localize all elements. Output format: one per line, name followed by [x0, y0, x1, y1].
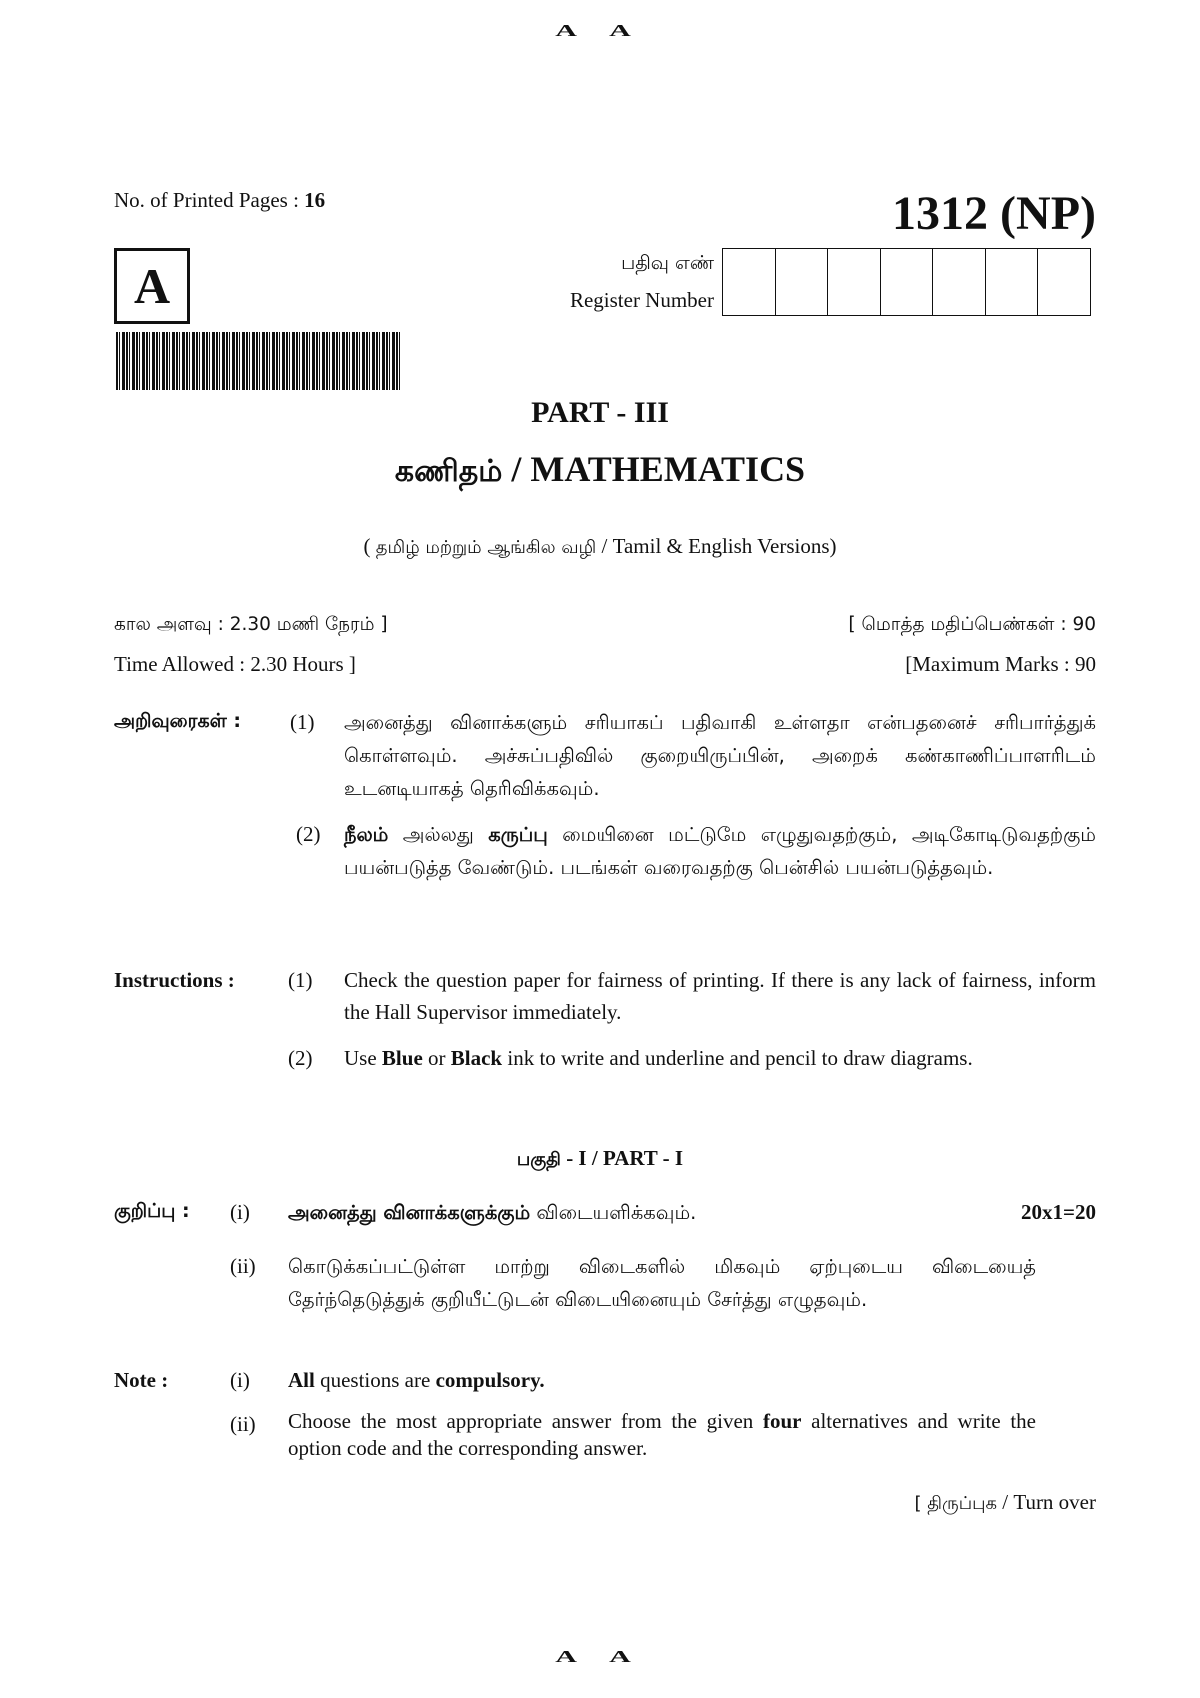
- instruction-english-text: [344, 1042, 1104, 1074]
- barcode: [116, 332, 402, 390]
- subject-title: [0, 448, 1200, 493]
- note-questions-are: questions are: [314, 1368, 436, 1392]
- printed-pages-value: 16: [304, 188, 326, 212]
- max-marks-tamil: [ மொத்த மதிப்பெண்கள் : 90: [848, 614, 1096, 635]
- register-label-tamil: பதிவு எண்: [621, 252, 714, 274]
- note-four: four: [762, 1409, 802, 1433]
- note-choose: Choose the most appropriate answer from the given: [288, 1409, 763, 1433]
- part-title: PART - III: [531, 396, 669, 429]
- part-one-english: - I / PART - I: [560, 1146, 684, 1170]
- instruction-tamil-rest: மையினை மட்டுமே எழுதுவதற்கும், அடிகோடிடுவதற்கும் பயன்படுத்த வேண்டும். படங்கள் வரைவதற்கு பென்சில் பயன்படுத்தவும்.: [344, 823, 1096, 879]
- ink-black-tamil: கருப்பு: [488, 823, 548, 846]
- subject-tamil: கணிதம்: [394, 454, 503, 489]
- subject-separator: /: [502, 449, 531, 489]
- turn-over: [915, 1490, 1096, 1516]
- note-tamil-number: (i): [230, 1200, 250, 1224]
- note-compulsory: compulsory.: [435, 1368, 545, 1392]
- instructions-tamil-label: அறிவுரைகள் :: [114, 710, 241, 732]
- time-allowed-english: Time Allowed : 2.30 Hours ]: [114, 652, 356, 676]
- note-english-text: [288, 1364, 1048, 1396]
- register-number-boxes[interactable]: [722, 248, 1091, 316]
- ink-or-tamil: அல்லது: [388, 823, 489, 846]
- ink-blue-english: Blue: [381, 1046, 423, 1070]
- turn-over-tamil: [ திருப்புக: [914, 1493, 998, 1514]
- register-label-english: Register Number: [569, 288, 714, 312]
- printed-pages: [114, 188, 325, 213]
- top-marker: A A: [555, 21, 645, 40]
- instruction-english-text: Check the question paper for fairness of printing. If there is any lack of fairness, inform the Hall Supervisor immediately.: [344, 968, 1096, 1024]
- instruction-english-number: (2): [288, 1046, 313, 1070]
- versions-tamil: தமிழ் மற்றும் ஆங்கில வழி: [375, 537, 597, 558]
- time-allowed-tamil: கால அளவு : 2.30 மணி நேரம் ]: [114, 614, 388, 635]
- series-box: A: [114, 248, 190, 324]
- register-digit-box[interactable]: [986, 249, 1039, 315]
- register-digit-box[interactable]: [1038, 249, 1090, 315]
- part-one-heading: [0, 1146, 1200, 1172]
- versions-line: [0, 534, 1200, 560]
- instruction-english-number: (1): [288, 968, 313, 992]
- note-english-number: (i): [230, 1368, 250, 1392]
- ink-use-english: Use: [344, 1046, 382, 1070]
- note-english-text: [288, 1408, 1036, 1462]
- register-digit-box[interactable]: [933, 249, 986, 315]
- register-digit-box[interactable]: [881, 249, 934, 315]
- note-tamil-bold: அனைத்து வினாக்களுக்கும்: [288, 1201, 531, 1224]
- bottom-marker: A A: [555, 1647, 645, 1666]
- note-english-number: (ii): [230, 1412, 256, 1436]
- register-digit-box[interactable]: [828, 249, 881, 315]
- instruction-tamil-text: அனைத்து வினாக்களும் சரியாகப் பதிவாகி உள்ளதா என்பதனைச் சரிபார்த்துக் கொள்ளவும். அச்சுப்பதிவில் குறையிருப்பின், அறைக் கண்காணிப்பாளரிடம் உடனடியாகத் தெரிவிக்கவும்.: [344, 711, 1096, 800]
- marks-scheme: 20x1=20: [1021, 1200, 1096, 1224]
- note-tamil-text: கொடுக்கப்பட்டுள்ள மாற்று விடைகளில் மிகவும் ஏற்புடைய விடையைத் தேர்ந்தெடுத்துக் குறியீட்டுடன் விடையினையும் சேர்த்து எழுதவும்.: [288, 1255, 1036, 1311]
- instruction-english-rest: ink to write and underline and pencil to draw diagrams.: [502, 1046, 973, 1070]
- instruction-tamil-text: [344, 818, 1096, 884]
- printed-pages-label: No. of Printed Pages :: [114, 188, 299, 212]
- register-digit-box[interactable]: [723, 249, 776, 315]
- turn-over-english: / Turn over: [997, 1490, 1096, 1514]
- ink-blue-tamil: நீலம்: [344, 823, 389, 846]
- subject-english: MATHEMATICS: [530, 449, 806, 489]
- note-english-label: Note :: [114, 1368, 169, 1392]
- note-all: All: [288, 1368, 315, 1392]
- note-tamil-label: குறிப்பு :: [114, 1200, 190, 1222]
- note-tamil-rest: விடையளிக்கவும்.: [530, 1201, 697, 1224]
- versions-english: / Tamil & English Versions): [596, 534, 837, 558]
- note-tamil-number: (ii): [230, 1254, 256, 1278]
- versions-open: (: [363, 534, 376, 558]
- ink-black-english: Black: [450, 1046, 503, 1070]
- register-digit-box[interactable]: [776, 249, 829, 315]
- instruction-tamil-number: (1): [290, 710, 315, 734]
- instructions-english-label: Instructions :: [114, 968, 235, 992]
- instruction-tamil-number: (2): [296, 822, 321, 846]
- note-choose-rest: alternatives and write the option code and the corresponding answer.: [288, 1409, 1036, 1460]
- max-marks-english: [Maximum Marks : 90: [905, 652, 1096, 676]
- paper-code: 1312 (NP): [892, 187, 1096, 240]
- part-one-tamil: பகுதி: [516, 1149, 561, 1170]
- note-tamil-text: [288, 1196, 888, 1229]
- ink-or-english: or: [422, 1046, 451, 1070]
